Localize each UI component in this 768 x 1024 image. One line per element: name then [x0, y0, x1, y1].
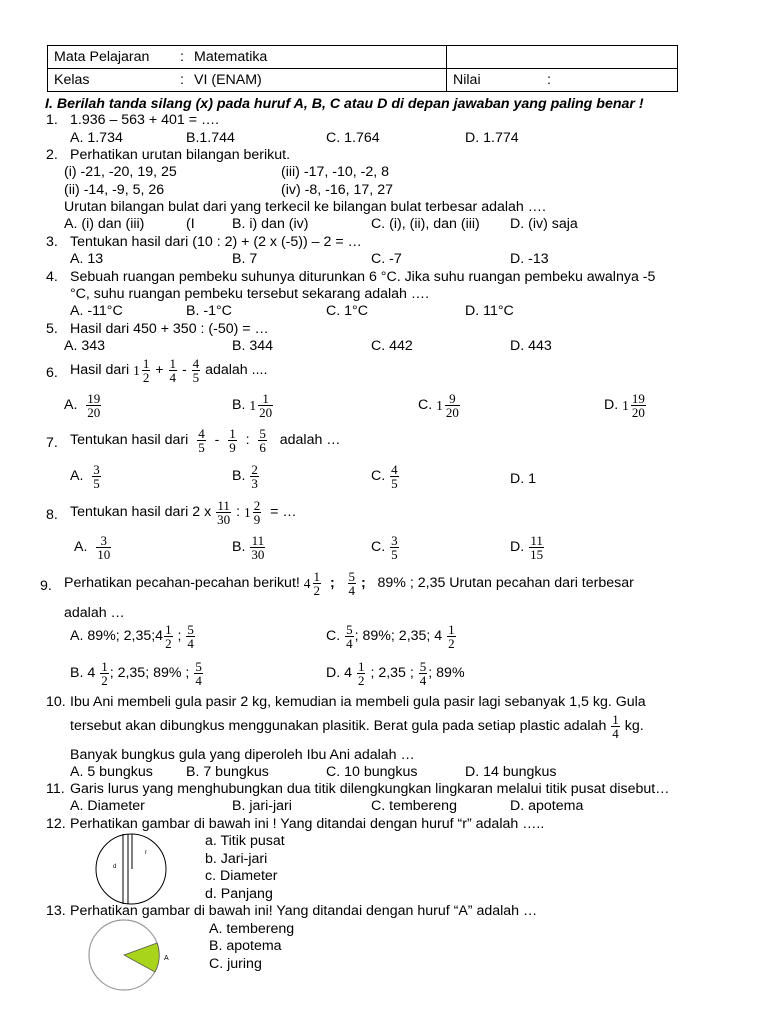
q2-set-iv: (iv) -8, -16, 17, 27	[281, 182, 393, 198]
q7-option-b[interactable]	[232, 463, 260, 490]
q4-text-line2: °C, suhu ruangan pembeku tersebut sekarang adalah ….	[70, 286, 430, 302]
q7-option-c-label: C.	[371, 468, 386, 484]
q9-option-b-rest: ; 2,35; 89% ;	[109, 665, 190, 681]
q13-option-b[interactable]: B. apotema	[209, 938, 282, 954]
q9c-frac-1-den: 4	[346, 636, 353, 651]
q9a-frac-1	[164, 623, 173, 650]
q8-option-a-label: A.	[74, 539, 88, 555]
q8-text: Tentukan hasil dari 2 x $\frac{11}{30}$ : 1 $\frac{2}{9}$ = …	[70, 498, 297, 527]
q6-option-d-frac	[631, 392, 646, 419]
q8-frac-1	[216, 499, 231, 526]
q8-option-b[interactable]	[232, 534, 266, 561]
q12-label-r: r	[145, 850, 147, 856]
q8-option-b-label: B.	[232, 539, 246, 555]
q6b-whole: 1	[249, 398, 257, 413]
q8-frac-2	[253, 499, 262, 526]
q3-text: Tentukan hasil dari (10 : 2) + (2 x (-5)) – 2 = …	[70, 234, 362, 250]
q9-frac-1	[313, 570, 322, 597]
grade-label: Nilai	[453, 72, 481, 88]
q7b-num: 2	[251, 462, 258, 477]
q6-option-a-label: A.	[64, 397, 78, 413]
q6c-num: 9	[449, 391, 456, 406]
q12-option-d[interactable]: d. Panjang	[205, 886, 273, 902]
q6-frac-3-num: 4	[192, 356, 200, 371]
q9a-frac-1-num: 1	[165, 622, 172, 637]
subject-colon: :	[180, 49, 184, 65]
q6d-num: 19	[631, 391, 645, 406]
q8c-den: 5	[391, 547, 398, 562]
q6-frac-1-num: 1	[142, 356, 150, 371]
q7-frac-2-den: 9	[229, 440, 236, 455]
q2-set-ii: (ii) -14, -9, 5, 26	[64, 182, 165, 198]
q8-option-d[interactable]	[510, 534, 545, 561]
q13-number: 13.	[46, 903, 66, 919]
q10-line2-text: tersebut akan dibungkus menggunakan plasitik. Berat gula pada setiap plastic adalah	[70, 718, 607, 734]
q9c-frac-1-num: 5	[346, 622, 353, 637]
subject-value: Matematika	[194, 49, 268, 65]
q6-option-d-label: D.	[604, 397, 619, 413]
q6-option-b-frac	[258, 392, 273, 419]
q9-option-d-label: D. 4	[326, 665, 353, 681]
q9-frac-1-den: 2	[313, 583, 321, 598]
subject-label: Mata Pelajaran	[54, 49, 150, 65]
q9-option-a[interactable]: A. 89%; 2,35;4 $\frac{1}{2}$ ; $\frac{5}{4}$	[70, 622, 194, 651]
q9b-frac-1-den: 2	[101, 673, 108, 688]
q1-option-a[interactable]: A. 1.734	[70, 130, 123, 146]
q9-text: Perhatikan pecahan-pecahan berikut! 4 $\frac{1}{2}$ ; $\frac{5}{4}$ ; 89% ; 2,35 Urutan pecahan dari terbesar	[64, 569, 634, 598]
q8c-num: 3	[391, 533, 398, 548]
q13-circle-diagram	[88, 918, 184, 992]
class-value: VI (ENAM)	[194, 72, 262, 88]
q10-frac	[611, 713, 620, 740]
q5-text: Hasil dari 450 + 350 : (-50) = …	[70, 321, 269, 337]
q1-option-c[interactable]: C. 1.764	[326, 130, 380, 146]
q12-number: 12.	[46, 816, 66, 832]
q8-post: = …	[270, 504, 297, 520]
q8-frac-1-den: 30	[217, 512, 231, 527]
q7-text: Tentukan hasil dari $\frac{4}{5}$ - $\frac{1}{9}$ : $\frac{5}{6}$ adalah …	[70, 426, 341, 455]
q8-option-c-frac	[390, 534, 399, 561]
grade-cell[interactable]	[447, 69, 678, 92]
q10-option-b[interactable]: B. 7 bungkus	[186, 764, 269, 780]
q13-text: Perhatikan gambar di bawah ini! Yang ditandai dengan huruf “A” adalah …	[70, 903, 538, 919]
q7-frac-3-den: 6	[259, 440, 266, 455]
q12-option-a[interactable]: a. Titik pusat	[205, 833, 285, 849]
q8d-den: 15	[530, 547, 544, 562]
q6-frac-2-num: 1	[169, 356, 177, 371]
q7-frac-1	[197, 427, 206, 454]
q8d-num: 11	[530, 533, 543, 548]
q7-number: 7.	[46, 435, 58, 451]
q8-option-b-frac	[250, 534, 265, 561]
q10-frac-num: 1	[612, 712, 619, 727]
q6-frac-2	[169, 357, 178, 384]
q6b-den: 20	[259, 405, 273, 420]
q11-option-b[interactable]: B. jari-jari	[232, 798, 292, 814]
q12-circle-diagram	[95, 830, 171, 908]
q10-option-a[interactable]: A. 5 bungkus	[70, 764, 153, 780]
q5-option-c[interactable]: C. 442	[371, 338, 413, 354]
q1-option-b[interactable]: B.1.744	[186, 130, 235, 146]
q6-text: Hasil dari 1 $\frac{1}{2}$ + $\frac{1}{4}$ - $\frac{4}{5}$ adalah ....	[70, 356, 268, 385]
q12-circle	[96, 834, 166, 904]
q9c-frac-2	[447, 623, 456, 650]
q7-pre: Tentukan hasil dari	[70, 432, 189, 448]
q9b-frac-2-num: 5	[195, 659, 202, 674]
q8-frac-1-num: 11	[217, 498, 230, 513]
q6-option-c[interactable]	[418, 392, 461, 419]
q9-text-line2: adalah …	[64, 605, 125, 621]
q8a-den: 10	[97, 547, 111, 562]
q10-option-d[interactable]: D. 14 bungkus	[465, 764, 557, 780]
q8-option-a-frac	[96, 534, 111, 561]
q12-option-c[interactable]: c. Diameter	[205, 868, 278, 884]
q9-pre: Perhatikan pecahan-pecahan berikut!	[64, 575, 300, 591]
q11-option-c[interactable]: C. tembereng	[371, 798, 457, 814]
q13-option-c[interactable]: C. juring	[209, 956, 262, 972]
q9-number: 9.	[40, 578, 52, 594]
q2-set-iii: (iii) -17, -10, -2, 8	[281, 164, 390, 180]
q6a-num: 19	[87, 391, 101, 406]
q5-option-d[interactable]: D. 443	[510, 338, 552, 354]
q6-number: 6.	[46, 365, 58, 381]
class-colon: :	[180, 72, 184, 88]
q10-text-line3: Banyak bungkus gula yang diperoleh Ibu Ani adalah …	[70, 747, 415, 763]
q9-option-c-rest: ; 89%; 2,35; 4	[354, 628, 443, 644]
q9a-frac-2	[186, 623, 195, 650]
q10-text-line2	[70, 713, 644, 740]
blank-cell	[447, 46, 678, 69]
q6d-den: 20	[631, 405, 645, 420]
q3-option-a[interactable]: A. 13	[70, 251, 104, 267]
q9-option-c[interactable]	[326, 623, 457, 650]
q3-option-d[interactable]: D. -13	[510, 251, 549, 267]
q6d-whole: 1	[622, 398, 629, 413]
q9d-frac-1	[357, 660, 366, 687]
q7-frac-3	[258, 427, 267, 454]
class-cell	[48, 69, 447, 92]
q4-number: 4.	[46, 269, 58, 285]
q9c-frac-2-den: 2	[448, 636, 455, 651]
q4-option-c[interactable]: C. 1°C	[326, 303, 368, 319]
q11-text: Garis lurus yang menghubungkan dua titik dilengkungkan lingkaran melalui titik pusat disebut…	[70, 781, 670, 797]
q6-post: adalah ....	[205, 362, 268, 378]
q8-option-c-label: C.	[371, 539, 386, 555]
q5-option-b[interactable]: B. 344	[232, 338, 274, 354]
q2-option-c[interactable]: C. (i), (ii), dan (iii)	[371, 216, 480, 232]
q7b-den: 3	[251, 476, 258, 491]
q2-text: Perhatikan urutan bilangan berikut.	[70, 147, 291, 163]
q6a-den: 20	[87, 405, 101, 420]
q7a-den: 5	[93, 476, 100, 491]
q2-number: 2.	[46, 147, 58, 163]
q7-option-a[interactable]	[70, 463, 102, 490]
q9d-frac-1-den: 2	[357, 673, 365, 688]
q9-option-b-label: B. 4	[70, 665, 96, 681]
q12-label-d: d	[113, 864, 117, 870]
q9-frac-2	[348, 570, 357, 597]
q6-frac-3-den: 5	[192, 370, 200, 385]
q6-option-b[interactable]	[232, 392, 274, 419]
q7-frac-1-num: 4	[198, 426, 205, 441]
q11-option-d[interactable]: D. apotema	[510, 798, 584, 814]
q7a-num: 3	[93, 462, 100, 477]
q2-option-a-stray: (I	[186, 216, 195, 232]
q9-option-b[interactable]	[70, 660, 204, 687]
q9a-frac-2-num: 5	[187, 622, 194, 637]
q9-option-d-end: ; 89%	[428, 665, 465, 681]
q6-frac-1	[142, 357, 151, 384]
q8-frac-2-den: 9	[253, 512, 261, 527]
q9b-frac-2	[194, 660, 203, 687]
q10-number: 10.	[46, 694, 66, 710]
q7-frac-1-den: 5	[198, 440, 205, 455]
q3-number: 3.	[46, 234, 58, 250]
header-table	[47, 45, 678, 92]
q2-question: Urutan bilangan bulat dari yang terkecil ke bilangan bulat terbesar adalah ….	[64, 199, 546, 215]
q8-pre: Tentukan hasil dari 2 x	[70, 504, 212, 520]
q6-option-a[interactable]	[64, 392, 102, 419]
q7-frac-2-num: 1	[229, 426, 236, 441]
q6-frac-3	[192, 357, 201, 384]
class-label: Kelas	[54, 72, 90, 88]
q7c-den: 5	[391, 476, 398, 491]
q1-text: 1.936 – 563 + 401 = ….	[70, 112, 220, 128]
q13-option-a[interactable]: A. tembereng	[209, 921, 295, 937]
q7-option-c-frac	[390, 463, 399, 490]
q10-frac-den: 4	[612, 726, 619, 741]
q4-option-d[interactable]: D. 11°C	[465, 303, 514, 319]
q6-whole-1: 1	[133, 363, 140, 378]
q7-option-b-frac	[250, 463, 259, 490]
q8-option-a[interactable]	[74, 534, 112, 561]
subject-cell	[48, 46, 447, 69]
q9-whole-1: 4	[303, 576, 311, 591]
q7c-num: 4	[391, 462, 398, 477]
q9-frac-2-num: 5	[348, 569, 355, 584]
q6-option-c-label: C.	[418, 397, 433, 413]
q9a-frac-1-den: 2	[165, 636, 172, 651]
q9-frac-2-den: 4	[348, 583, 355, 598]
q7-frac-2	[228, 427, 237, 454]
q8-option-c[interactable]	[371, 534, 400, 561]
q10-text-line1: Ibu Ani membeli gula pasir 2 kg, kemudian ia membeli gula pasir lagi sebanyak 1,5 kg. Gula	[70, 694, 646, 710]
q12-text: Perhatikan gambar di bawah ini ! Yang ditandai dengan huruf “r” adalah …..	[70, 816, 545, 832]
q4-option-a[interactable]: A. -11°C	[70, 303, 123, 319]
q9-option-d[interactable]	[326, 660, 465, 687]
q6-option-c-frac	[445, 392, 460, 419]
q4-option-b[interactable]: B. -1°C	[186, 303, 232, 319]
q5-number: 5.	[46, 321, 58, 337]
q7-option-a-frac	[92, 463, 101, 490]
q7-option-d[interactable]: D. 1	[510, 471, 537, 487]
q9-rest: 89% ; 2,35 Urutan pecahan dari terbesar	[377, 575, 634, 591]
q5-option-a[interactable]: A. 343	[64, 338, 106, 354]
q9d-frac-1-num: 1	[357, 659, 365, 674]
q6-pre: Hasil dari	[70, 362, 130, 378]
q7-post: adalah …	[279, 432, 341, 448]
q3-option-b[interactable]: B. 7	[232, 251, 258, 267]
q9-frac-1-num: 1	[313, 569, 321, 584]
q11-number: 11.	[46, 781, 65, 797]
q7-frac-3-num: 5	[259, 426, 266, 441]
q9b-frac-2-den: 4	[195, 673, 202, 688]
q9d-frac-2-den: 4	[419, 673, 427, 688]
instruction: I. Berilah tanda silang (x) pada huruf A, B, C atau D di depan jawaban yang paling benar !	[45, 96, 644, 112]
q1-number: 1.	[46, 112, 58, 128]
q8b-num: 11	[251, 533, 265, 548]
q6-frac-2-den: 4	[169, 370, 177, 385]
q7-option-c[interactable]	[371, 463, 400, 490]
q1-option-d[interactable]: D. 1.774	[465, 130, 519, 146]
q6-option-d[interactable]	[604, 392, 647, 419]
q7-option-b-label: B.	[232, 468, 246, 484]
q9b-frac-1	[100, 660, 109, 687]
q6b-num: 1	[262, 391, 269, 406]
q6-frac-1-den: 2	[142, 370, 150, 385]
q9b-frac-1-num: 1	[101, 659, 108, 674]
q2-option-b[interactable]: B. i) dan (iv)	[232, 216, 309, 232]
q8-option-d-frac	[529, 534, 544, 561]
q9c-frac-1	[345, 623, 354, 650]
q7-option-a-label: A.	[70, 468, 84, 484]
q10-unit: kg.	[624, 718, 644, 734]
q9-option-c-label: C.	[326, 628, 341, 644]
q12-option-b[interactable]: b. Jari-jari	[205, 851, 268, 867]
q8-option-d-label: D.	[510, 539, 525, 555]
q3-option-c[interactable]: C. -7	[371, 251, 402, 267]
q9c-frac-2-num: 1	[448, 622, 455, 637]
q9a-frac-2-den: 4	[187, 636, 194, 651]
q8a-num: 3	[100, 533, 108, 548]
q2-option-a[interactable]: A. (i) dan (iii)	[64, 216, 145, 232]
q2-set-i: (i) -21, -20, 19, 25	[64, 164, 177, 180]
q2-option-d[interactable]: D. (iv) saja	[510, 216, 578, 232]
q8b-den: 30	[251, 547, 265, 562]
q6c-whole: 1	[436, 398, 443, 413]
q8-whole-2: 1	[243, 505, 251, 520]
q8-number: 8.	[46, 507, 58, 523]
q9d-frac-2	[419, 660, 428, 687]
q6-option-a-frac	[86, 392, 101, 419]
q9-option-a-label: A. 89%; 2,35;4	[70, 628, 164, 644]
q9-option-d-rest: ; 2,35 ;	[370, 665, 414, 681]
q9d-frac-2-num: 5	[419, 659, 427, 674]
q10-option-c[interactable]: C. 10 bungkus	[326, 764, 418, 780]
q4-text-line1: Sebuah ruangan pembeku suhunya diturunkan 6 °C. Jika suhu ruangan pembeku awalnya -5	[70, 269, 656, 285]
grade-colon: :	[547, 72, 551, 88]
q13-label-a: A	[164, 955, 169, 962]
q8-frac-2-num: 2	[253, 498, 261, 513]
q6-option-b-label: B.	[232, 397, 246, 413]
q11-option-a[interactable]: A. Diameter	[70, 798, 145, 814]
q6c-den: 20	[445, 405, 459, 420]
